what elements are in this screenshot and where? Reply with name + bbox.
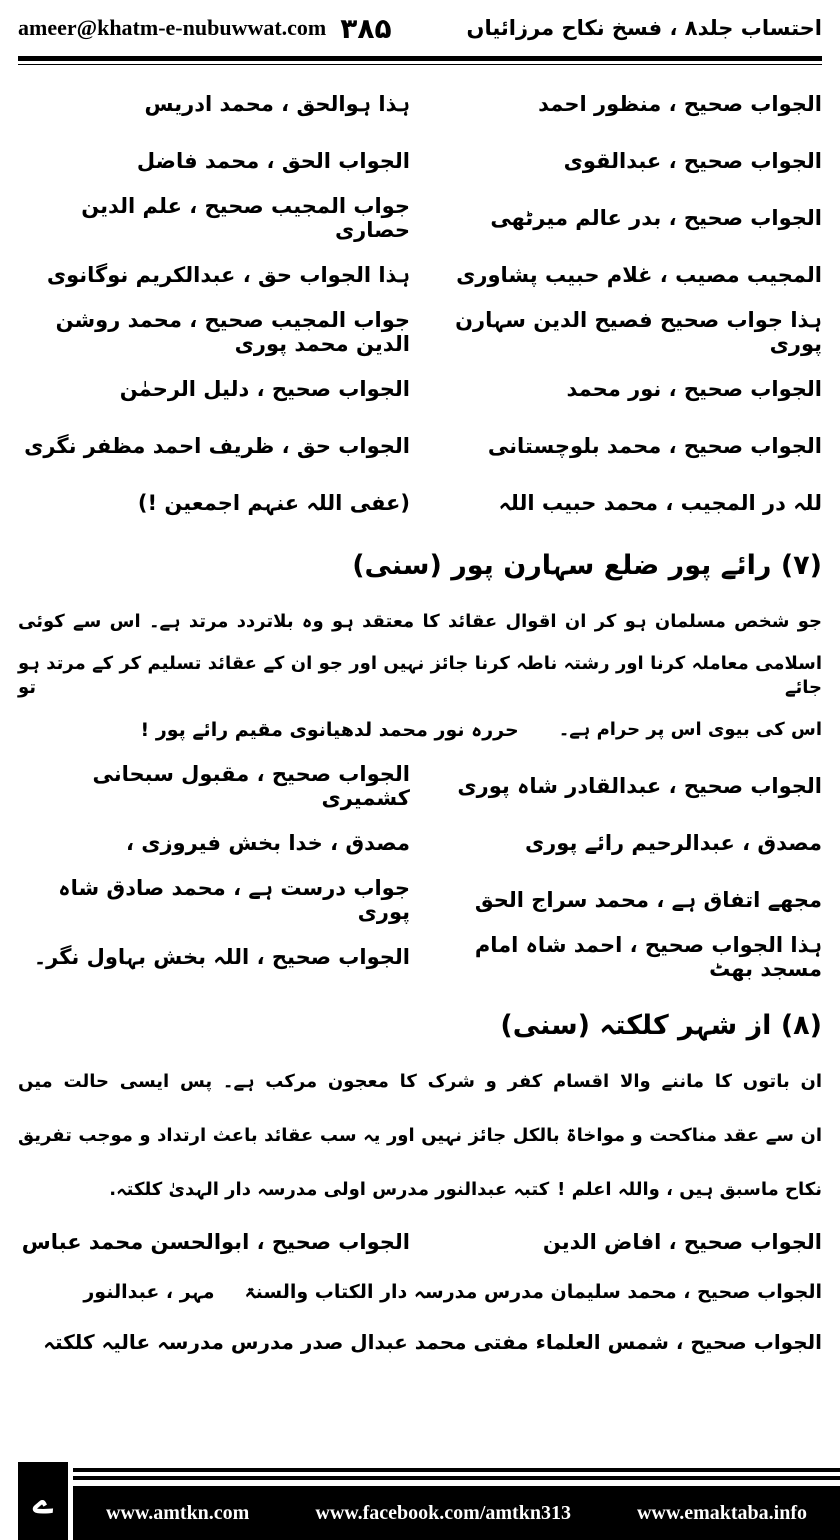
signatory-row [18, 928, 822, 985]
footer-links [73, 1486, 840, 1540]
signatory: الجواب الحق ، محمد فاضل [136, 148, 410, 173]
signatory-row [18, 1217, 822, 1267]
signatory-row [18, 814, 822, 871]
page-number: ۳۸۵ [340, 11, 392, 45]
signatory: مجھے اتفاق ہے ، محمد سراج الحق [474, 887, 822, 912]
signatory: الجواب صحیح ، دلیل الرحمٰن [119, 376, 410, 401]
signatory: ہذا الجواب حق ، عبدالکریم نوگانوی [46, 262, 410, 287]
signatory-row [18, 360, 822, 417]
signatory-row [18, 1267, 822, 1317]
footer-rule [73, 1476, 840, 1480]
signature: حررہ نور محمد لدھیانوی مقیم رائے پور ! [140, 719, 519, 741]
signatory-row [18, 246, 822, 303]
footer-rule [73, 1468, 840, 1472]
book-title: احتساب جلد۸ ، فسخ نکاح مرزائیاں [466, 16, 822, 40]
signatory: الجواب صحیح ، افاض الدین [542, 1230, 822, 1254]
header-rule-thin [18, 64, 822, 65]
text-line-wrap [18, 649, 822, 703]
signatory-row [18, 871, 822, 928]
signatory: الجواب صحیح ، شمس العلماء مفتی محمد عبدال صدر مدرس مدرسہ عالیہ کلکتہ [43, 1330, 822, 1354]
signatory: (عفی اللہ عنہم اجمعین !) [137, 490, 410, 515]
signatory: جواب درست ہے ، محمد صادق شاہ پوری [58, 875, 410, 924]
section-7-signatories [18, 757, 822, 985]
text-line: ان باتوں کا ماننے والا اقسام کفر و شرک کا معجون مرکب ہے۔ پس ایسی حالت میں [18, 1071, 822, 1092]
signatory: الجواب صحیح ، عبدالقادر شاہ پوری [457, 773, 822, 798]
signatory: مصدق ، خدا بخش فیروزی ، [125, 830, 410, 855]
footer-mark: ے [18, 1462, 68, 1540]
signatory-row [18, 132, 822, 189]
signatory: ہذا الجواب صحیح ، احمد شاہ امام مسجد بھٹ [474, 932, 822, 981]
text-line: اسلامی معاملہ کرنا اور رشتہ ناطہ کرنا جائز نہیں اور جو ان کے عقائد تسلیم کر کے مرتد ہو جائے تو [18, 653, 822, 698]
section-7 [18, 535, 822, 985]
page-footer [18, 1462, 840, 1540]
text-line: ان سے عقد مناکحت و مواخاۃ بالکل جائز نہیں اور یہ سب عقائد باعث ارتداد و موجب تفریق [18, 1125, 822, 1146]
signatory-row [18, 474, 822, 531]
section-8-text [18, 1055, 822, 1217]
signatory-row [18, 75, 822, 132]
signatory: مصدق ، عبدالرحیم رائے پوری [524, 830, 822, 855]
signatory-row [18, 189, 822, 246]
text-line-wrap [18, 595, 822, 649]
signatory: الجواب صحیح ، محمد بلوچستانی [487, 433, 822, 458]
signatory: الجواب حق ، ظریف احمد مظفر نگری [24, 433, 410, 458]
header-left [18, 12, 392, 45]
signatories-section-1 [18, 75, 822, 531]
section-7-heading: (۷) رائے پور ضلع سہارن پور (سنی) [352, 549, 822, 581]
signatory: الجواب صحیح ، عبدالقوی [563, 148, 822, 173]
signatory: الجواب صحیح ، محمد سلیمان مدرس مدرسہ دار الکتاب والسنۃ [244, 1281, 822, 1303]
text-line-with-signature [18, 703, 822, 757]
signatory-row [18, 757, 822, 814]
signatory: جواب المجیب صحیح ، علم الدین حصاری [81, 193, 410, 242]
text-line: جو شخص مسلمان ہو کر ان اقوال عقائد کا معتقد ہو وہ بلاتردد مرتد ہے۔ اس سے کوئی [18, 611, 822, 632]
page-header [18, 8, 822, 48]
header-rule [18, 56, 822, 61]
signatory: الجواب صحیح ، اللہ بخش بہاول نگر۔ [33, 944, 410, 969]
signatory: الجواب صحیح ، منظور احمد [538, 91, 822, 116]
signatory: الجواب صحیح ، نور محمد [566, 376, 822, 401]
signatory-row [18, 417, 822, 474]
signatory-row [18, 1317, 822, 1367]
footer-link[interactable]: www.facebook.com/amtkn313 [315, 1501, 571, 1524]
section-7-text [18, 595, 822, 757]
signatory: المجیب مصیب ، غلام حبیب پشاوری [456, 262, 822, 287]
footer-link[interactable]: www.emaktaba.info [636, 1501, 807, 1524]
signatory: ہذا ہوالحق ، محمد ادریس [144, 91, 410, 116]
text-line: اس کی بیوی اس پر حرام ہے۔ [558, 719, 822, 740]
seal: مہر ، عبدالنور [83, 1281, 215, 1303]
footer-link[interactable]: www.amtkn.com [106, 1501, 250, 1524]
text-line-wrap [18, 1055, 822, 1109]
section-8 [18, 995, 822, 1367]
header-email: ameer@khatm-e-nubuwwat.com [18, 15, 327, 40]
signatory: الجواب صحیح ، بدر عالم میرٹھی [490, 205, 822, 230]
text-line: نکاح ماسبق ہیں ، واللہ اعلم ! [557, 1179, 822, 1200]
signatory: للہ در المجیب ، محمد حبیب اللہ [498, 490, 822, 515]
text-line-with-signature [18, 1163, 822, 1217]
signatory: ہذا جواب صحیح فصیح الدین سہارن پوری [455, 307, 822, 356]
signatory: جواب المجیب صحیح ، محمد روشن الدین محمد پوری [55, 307, 410, 356]
text-line-wrap [18, 1109, 822, 1163]
signature: کتبہ عبدالنور مدرس اولی مدرسہ دار الہدیٰ کلکتہ. [109, 1179, 550, 1200]
section-8-heading: (۸) از شہر کلکتہ (سنی) [500, 1009, 822, 1041]
signatory: الجواب صحیح ، ابوالحسن محمد عباس [21, 1230, 410, 1254]
signatory-row [18, 303, 822, 360]
signatory: الجواب صحیح ، مقبول سبحانی کشمیری [92, 761, 410, 810]
